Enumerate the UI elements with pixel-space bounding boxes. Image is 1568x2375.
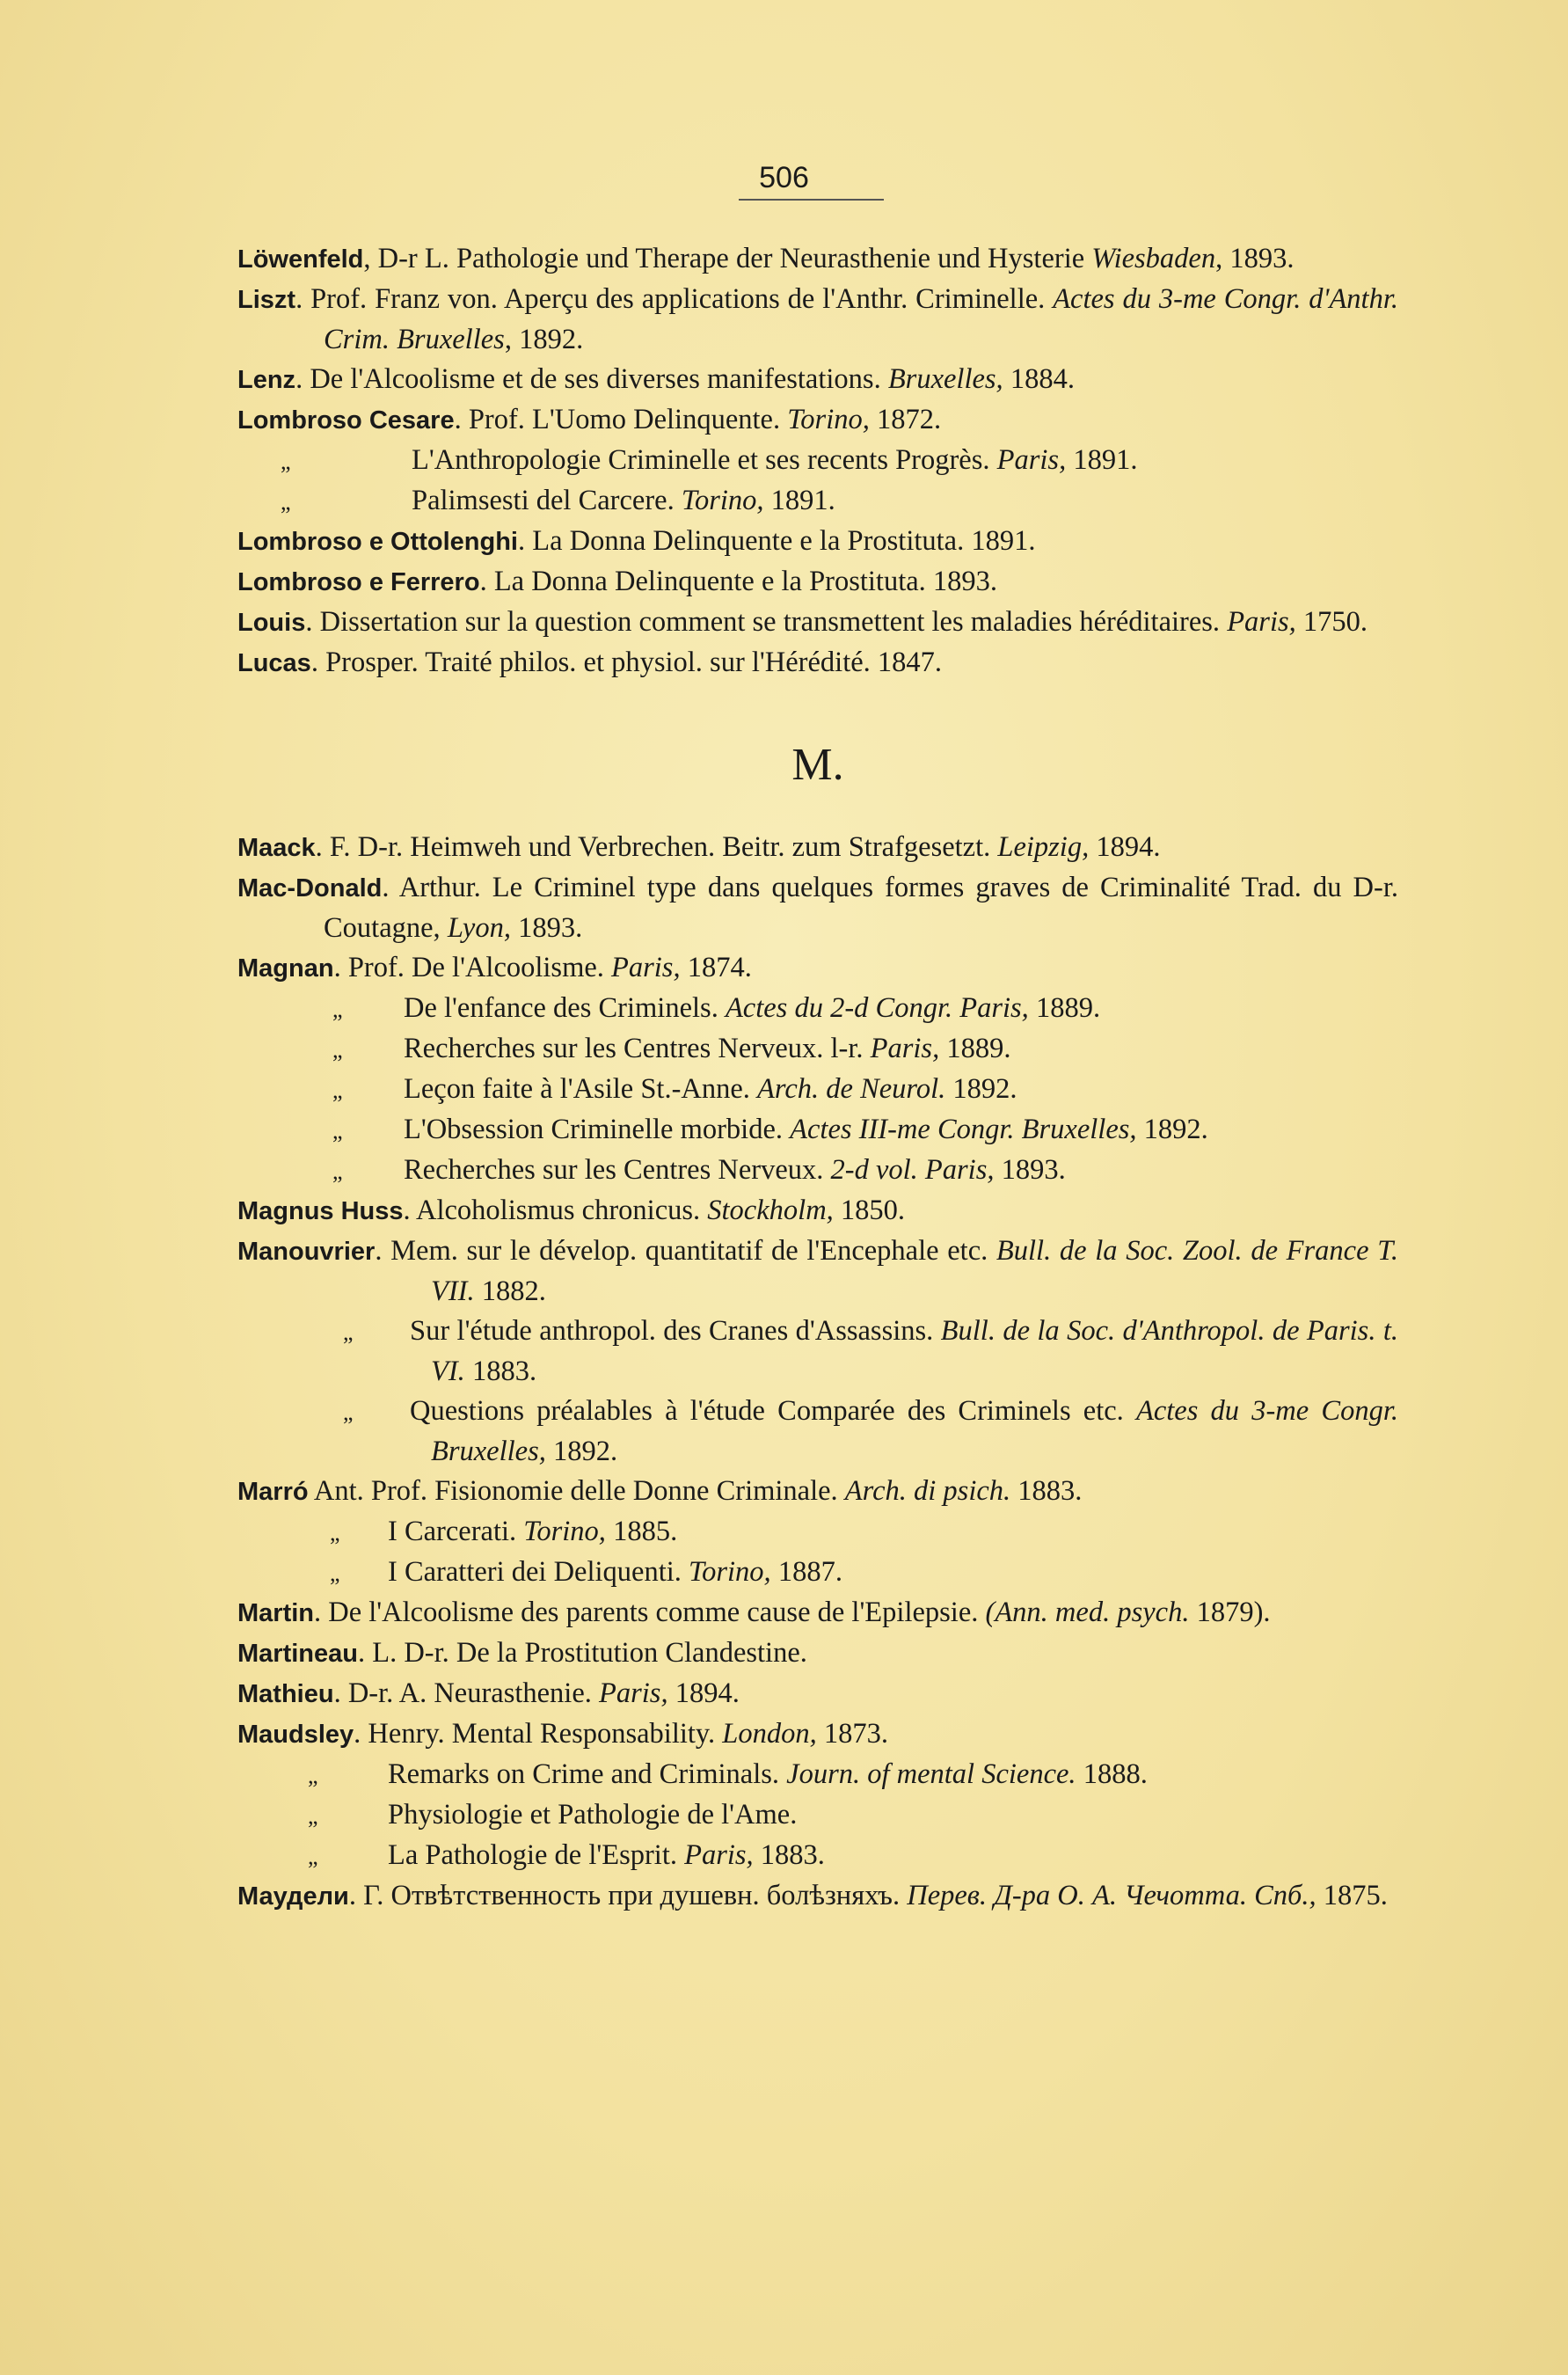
section-heading: M.	[791, 740, 844, 790]
bib-entry-ditto: „ Sur l'étude anthropol. des Cranes d'Assassins. Bull. de la Soc. d'Anthropol. de Paris. t. VI. 1883.	[237, 1312, 1398, 1392]
entry-author: Mac-Donald	[237, 874, 383, 902]
entry-author: Lucas	[237, 649, 311, 677]
bib-entry-ditto: „ L'Anthropologie Criminelle et ses recents Progrès. Paris, 1891.	[237, 441, 1398, 481]
entry-author: Löwenfeld	[237, 245, 364, 274]
bib-entry: Löwenfeld, D-r L. Pathologie und Therape der Neurasthenie und Hysterie Wiesbaden, 1893.	[237, 243, 1295, 274]
ditto-mark: „	[343, 1319, 354, 1345]
entry-author: Maudsley	[237, 1721, 354, 1749]
ditto-mark: „	[332, 1037, 343, 1063]
bib-entry-ditto: „ Palimsesti del Carcere. Torino, 1891.	[237, 481, 1398, 522]
bib-entry: Manouvrier. Mem. sur le dévelop. quantitatif de l'Encephale etc. Bull. de la Soc. Zool. de France T. VII. 1882.	[237, 1235, 1398, 1307]
bib-entry-ditto: „ Physiologie et Pathologie de l'Ame.	[237, 1795, 1398, 1836]
entry-author: Martineau	[237, 1640, 358, 1668]
entry-author: Lombroso e Ferrero	[237, 568, 480, 596]
bib-entry-ditto: „ De l'enfance des Criminels. Actes du 2-d Congr. Paris, 1889.	[237, 989, 1398, 1029]
ditto-mark: „	[308, 1803, 318, 1829]
bib-entry: Lombroso e Ferrero. La Donna Delinquente e la Prostituta. 1893.	[237, 566, 998, 597]
bib-entry: Louis. Dissertation sur la question comment se transmettent les maladies héréditaires. Paris, 1750.	[237, 606, 1367, 638]
page-number-rule	[739, 199, 884, 201]
ditto-mark: „	[281, 449, 291, 474]
bib-entry: Magnan. Prof. De l'Alcoolisme. Paris, 1874.	[237, 952, 752, 983]
ditto-mark: „	[343, 1399, 354, 1425]
bib-entry-ditto: „ Recherches sur les Centres Nerveux. l-r. Paris, 1889.	[237, 1029, 1398, 1070]
bib-entry: Lucas. Prosper. Traité philos. et physiol. sur l'Hérédité. 1847.	[237, 647, 943, 678]
ditto-mark: „	[332, 1078, 343, 1103]
entry-author: Magnan	[237, 954, 334, 983]
entry-author: Liszt	[237, 286, 296, 314]
bib-entry: Маудели. Г. Отвѣтственность при душевн. болѣзняхъ. Перев. Д-ра О. А. Чечотта. Спб., 1875.	[237, 1880, 1388, 1911]
entry-author: Martin	[237, 1599, 314, 1627]
bib-entry: Lenz. De l'Alcoolisme et de ses diverses manifestations. Bruxelles, 1884.	[237, 363, 1075, 395]
entry-author: Lombroso Cesare	[237, 406, 455, 435]
bib-entry: Mathieu. D-r. A. Neurasthenie. Paris, 1894.	[237, 1677, 740, 1709]
bib-entry: Lombroso e Ottolenghi. La Donna Delinquente e la Prostituta. 1891.	[237, 525, 1036, 557]
bib-entry: Magnus Huss. Alcoholismus chronicus. Stockholm, 1850.	[237, 1195, 906, 1226]
bibliography	[237, 239, 1398, 1917]
entry-author: Manouvrier	[237, 1238, 376, 1266]
bib-entry-ditto: „ La Pathologie de l'Esprit. Paris, 1883.	[237, 1836, 1398, 1876]
entry-author: Marró	[237, 1478, 309, 1506]
entry-author: Lombroso e Ottolenghi	[237, 528, 518, 556]
entry-author: Lenz	[237, 366, 296, 394]
entry-author: Маудели	[237, 1882, 349, 1911]
ditto-mark: „	[308, 1844, 318, 1869]
entry-author: Louis	[237, 609, 306, 637]
bib-entry: Lombroso Cesare. Prof. L'Uomo Delinquente. Torino, 1872.	[237, 404, 942, 435]
entry-author: Maack	[237, 834, 316, 862]
ditto-mark: „	[332, 1118, 343, 1144]
bib-entry: Maack. F. D-r. Heimweh und Verbrechen. Beitr. zum Strafgesetzt. Leipzig, 1894.	[237, 831, 1161, 863]
ditto-mark: „	[308, 1763, 318, 1788]
bib-entry-ditto: „ Remarks on Crime and Criminals. Journ. of mental Science. 1888.	[237, 1755, 1398, 1795]
ditto-mark: „	[332, 997, 343, 1022]
bib-entry-ditto: „ Recherches sur les Centres Nerveux. 2-d vol. Paris, 1893.	[237, 1151, 1398, 1191]
bib-entry: Maudsley. Henry. Mental Responsability. London, 1873.	[237, 1718, 888, 1750]
bib-entry-ditto: „ L'Obsession Criminelle morbide. Actes III-me Congr. Bruxelles, 1892.	[237, 1110, 1398, 1151]
bib-entry: Martin. De l'Alcoolisme des parents comme cause de l'Epilepsie. (Ann. med. psych. 1879).	[237, 1597, 1271, 1628]
bib-entry: Liszt. Prof. Franz von. Aperçu des applications de l'Anthr. Criminelle. Actes du 3-me Congr. d'Anthr. Crim. Bruxelles, 1892.	[237, 283, 1398, 355]
ditto-mark: „	[332, 1158, 343, 1184]
bib-entry: Mac-Donald. Arthur. Le Criminel type dans quelques formes graves de Criminalité Trad. du D-r. Coutagne, Lyon, 1893.	[237, 872, 1398, 944]
bib-entry-ditto: „ Leçon faite à l'Asile St.-Anne. Arch. de Neurol. 1892.	[237, 1070, 1398, 1110]
ditto-mark: „	[330, 1520, 340, 1546]
ditto-mark: „	[281, 489, 291, 515]
entry-author: Magnus Huss	[237, 1197, 404, 1225]
bib-entry: Martineau. L. D-r. De la Prostitution Clandestine.	[237, 1637, 807, 1669]
entry-author: Mathieu	[237, 1680, 334, 1708]
bib-entry-ditto: „ Questions préalables à l'étude Comparée des Criminels etc. Actes du 3-me Congr. Bruxelles, 1892.	[237, 1392, 1398, 1472]
bib-entry-ditto: „ I Caratteri dei Deliquenti. Torino, 1887.	[237, 1553, 1398, 1593]
bib-entry: Marró Ant. Prof. Fisionomie delle Donne Criminale. Arch. di psich. 1883.	[237, 1475, 1083, 1507]
ditto-mark: „	[330, 1560, 340, 1586]
bib-entry-ditto: „ I Carcerati. Torino, 1885.	[237, 1512, 1398, 1553]
page-number: 506	[759, 161, 809, 194]
